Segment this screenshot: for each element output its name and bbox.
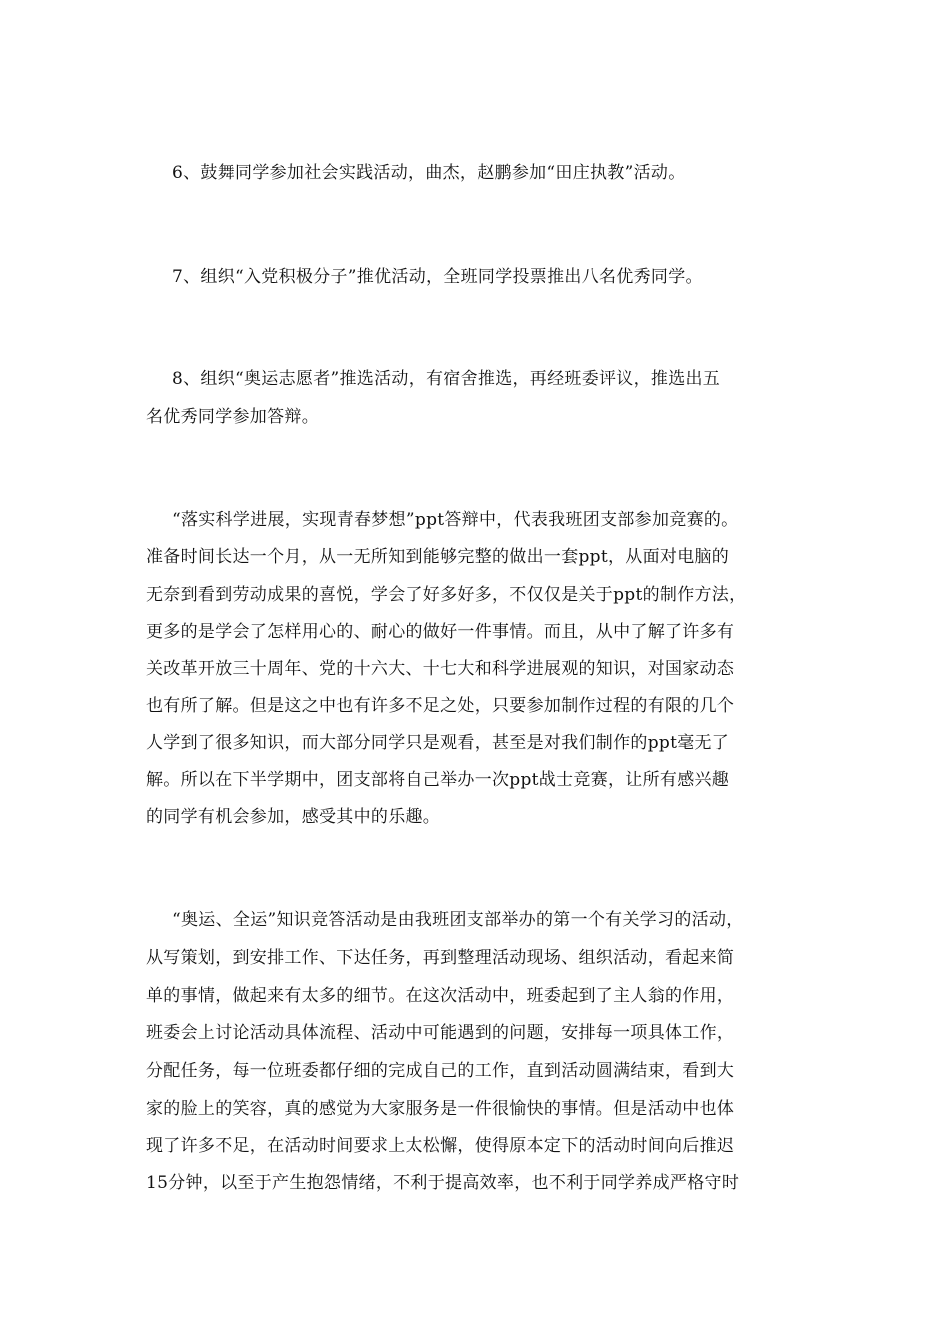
para2-line-4: 班委会上讨论活动具体流程、活动中可能遇到的问题，安排每一项具体工作，	[146, 1023, 735, 1043]
para1-line-6: 也有所了解。但是这之中也有许多不足之处，只要参加制作过程的有限的几个	[146, 696, 735, 716]
para2-line-1: “奥运、全运”知识竞答活动是由我班团支部举办的第一个有关学习的活动，	[172, 910, 744, 930]
item-8-line-1: 8、组织“奥运志愿者”推选活动，有宿舍推选，再经班委评议，推选出五	[172, 369, 721, 389]
para1-line-7: 人学到了很多知识，而大部分同学只是观看，甚至是对我们制作的ppt毫无了	[146, 733, 730, 753]
para2-line-2: 从写策划，到安排工作、下达任务，再到整理活动现场、组织活动，看起来简	[146, 948, 735, 968]
para2-line-6: 家的脸上的笑容，真的感觉为大家服务是一件很愉快的事情。但是活动中也体	[146, 1099, 735, 1119]
para1-line-5: 关改革开放三十周年、党的十六大、十七大和科学进展观的知识，对国家动态	[146, 659, 735, 679]
para1-line-3: 无奈到看到劳动成果的喜悦，学会了好多好多，不仅仅是关于ppt的制作方法，	[146, 585, 747, 605]
para1-line-4: 更多的是学会了怎样用心的、耐心的做好一件事情。而且，从中了解了许多有	[146, 622, 735, 642]
item-8-line-2: 名优秀同学参加答辩。	[146, 407, 319, 427]
para2-line-8: 15分钟，以至于产生抱怨情绪，不利于提高效率，也不利于同学养成严格守时	[146, 1173, 740, 1193]
para1-line-1: “落实科学进展，实现青春梦想”ppt答辩中，代表我班团支部参加竞赛的。	[172, 510, 739, 530]
para2-line-5: 分配任务，每一位班委都仔细的完成自己的工作，直到活动圆满结束，看到大	[146, 1061, 735, 1081]
para1-line-8: 解。所以在下半学期中，团支部将自己举办一次ppt战士竞赛，让所有感兴趣	[146, 770, 730, 790]
item-6: 6、鼓舞同学参加社会实践活动，曲杰，赵鹏参加“田庄执教”活动。	[172, 163, 686, 183]
para2-line-7: 现了许多不足，在活动时间要求上太松懈，使得原本定下的活动时间向后推迟	[146, 1136, 735, 1156]
para1-line-2: 准备时间长达一个月，从一无所知到能够完整的做出一套ppt，从面对电脑的	[146, 547, 730, 567]
para1-line-9: 的同学有机会参加，感受其中的乐趣。	[146, 807, 441, 827]
item-7: 7、组织“入党积极分子”推优活动，全班同学投票推出八名优秀同学。	[172, 267, 703, 287]
para2-line-3: 单的事情，做起来有太多的细节。在这次活动中，班委起到了主人翁的作用，	[146, 986, 735, 1006]
